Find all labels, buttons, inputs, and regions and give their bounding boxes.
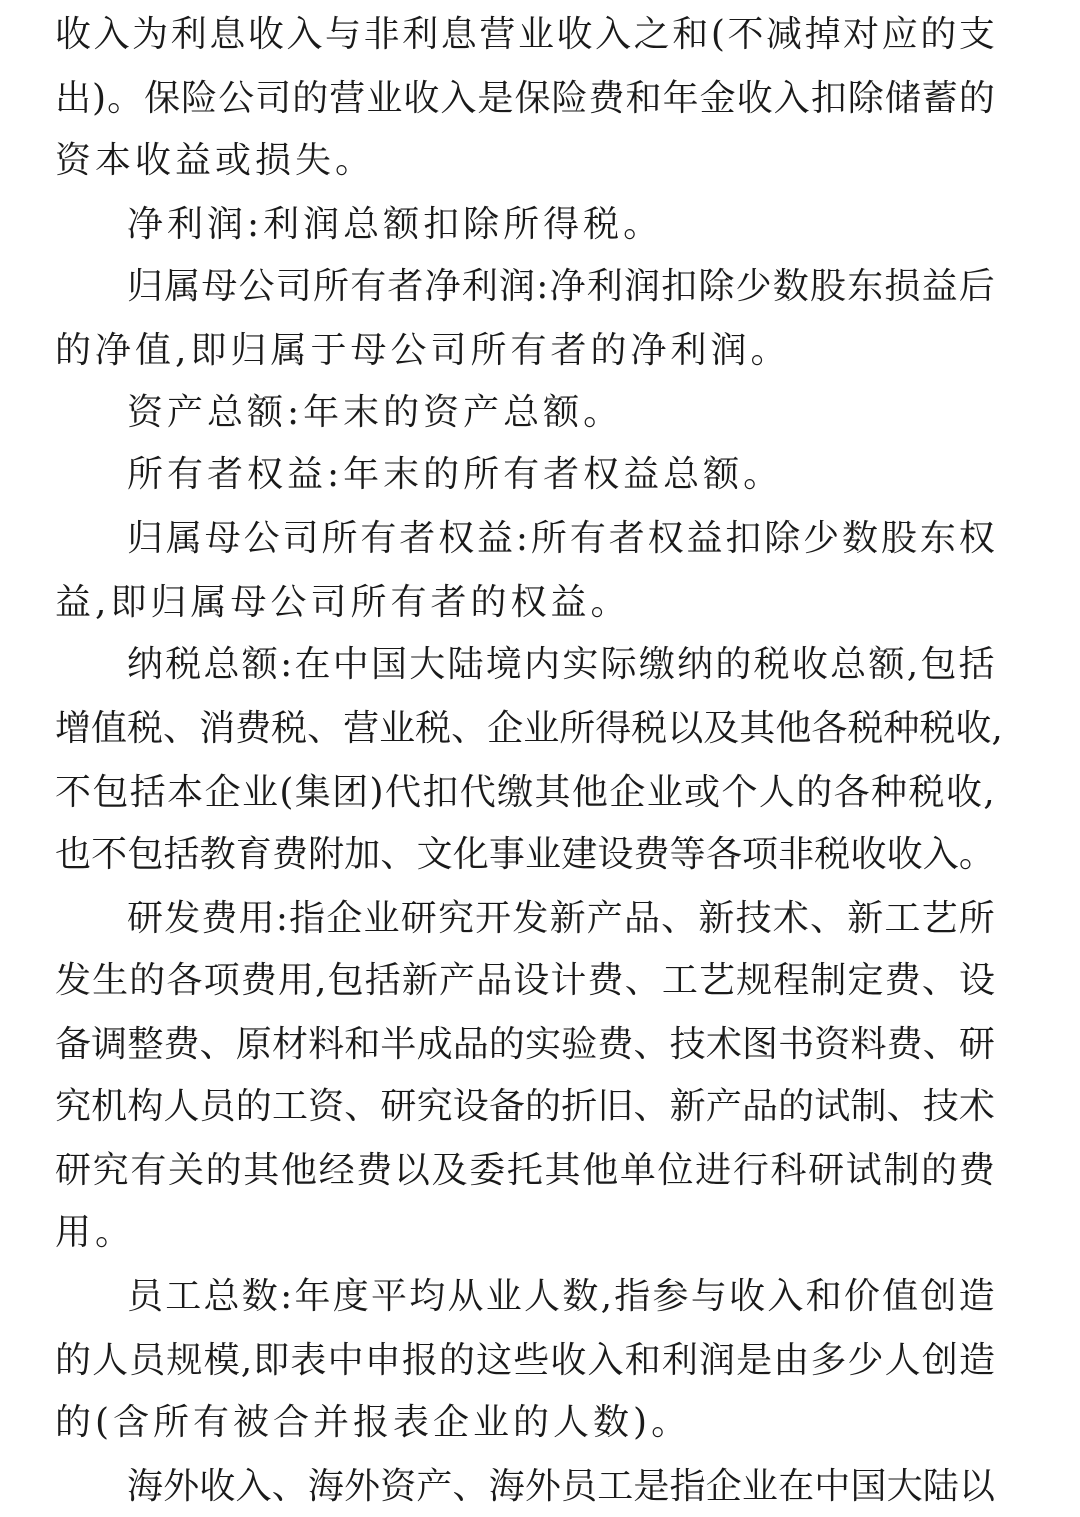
text-line: 资本收益或损失。	[55, 140, 376, 181]
text-line: 发 生 的 各 项 费 用 , 包 括 新 产 品 设 计 费 、 工 艺 规 程 制 定 费 、 设	[55, 960, 995, 1001]
text-line: 的(含所有被合并报表企业的人数)。	[55, 1402, 692, 1443]
text-line: 研 发 费 用 : 指 企 业 研 究 开 发 新 产 品 、 新 技 术 、 新 工 艺 所	[127, 898, 995, 939]
text-line: 的净值,即归属于母公司所有者的净利润。	[55, 330, 791, 371]
text-line: 增 值 税 、 消 费 税 、 营 业 税 、 企 业 所 得 税 以 及 其 他 各 税 种 税 收 ,	[55, 708, 1003, 749]
text-line: 究 机 构 人 员 的 工 资 、 研 究 设 备 的 折 旧 、 新 产 品 的 试 制 、 技 术	[55, 1086, 995, 1127]
text-line: 不 包 括 本 企 业 ( 集 团 ) 代 扣 代 缴 其 他 企 业 或 个 人 的 各 种 税 收 ,	[55, 772, 995, 813]
text-line: 归 属 母 公 司 所 有 者 权 益 : 所 有 者 权 益 扣 除 少 数 股 东 权	[127, 518, 995, 559]
text-line: 研 究 有 关 的 其 他 经 费 以 及 委 托 其 他 单 位 进 行 科 研 试 制 的 费	[55, 1150, 995, 1191]
text-line: 归 属 母 公 司 所 有 者 净 利 润 : 净 利 润 扣 除 少 数 股 东 损 益 后	[127, 266, 995, 307]
text-line: 用。	[55, 1212, 136, 1253]
text-line: 纳 税 总 额 : 在 中 国 大 陆 境 内 实 际 缴 纳 的 税 收 总 额 , 包 括	[127, 644, 995, 685]
text-line: 备 调 整 费 、 原 材 料 和 半 成 品 的 实 验 费 、 技 术 图 书 资 料 费 、 研	[55, 1024, 995, 1065]
text-line: 所有者权益:年末的所有者权益总额。	[127, 454, 784, 495]
text-line: 资产总额:年末的资产总额。	[127, 392, 624, 433]
text-line: 也 不 包 括 教 育 费 附 加 、 文 化 事 业 建 设 费 等 各 项 非 税 收 收 入 。	[55, 834, 995, 875]
text-line: 出 ) 。 保 险 公 司 的 营 业 收 入 是 保 险 费 和 年 金 收 入 扣 除 储 蓄 的	[55, 78, 995, 119]
text-line: 净利润:利润总额扣除所得税。	[127, 204, 664, 245]
text-line: 的 人 员 规 模 , 即 表 中 申 报 的 这 些 收 入 和 利 润 是 由 多 少 人 创 造	[55, 1340, 995, 1381]
text-line: 海 外 收 入 、 海 外 资 产 、 海 外 员 工 是 指 企 业 在 中 国 大 陆 以	[127, 1466, 995, 1507]
text-line: 收 入 为 利 息 收 入 与 非 利 息 营 业 收 入 之 和 ( 不 减 掉 对 应 的 支	[55, 14, 995, 55]
text-line: 员 工 总 数 : 年 度 平 均 从 业 人 数 , 指 参 与 收 入 和 价 值 创 造	[127, 1276, 995, 1317]
text-line: 益,即归属母公司所有者的权益。	[55, 582, 631, 623]
